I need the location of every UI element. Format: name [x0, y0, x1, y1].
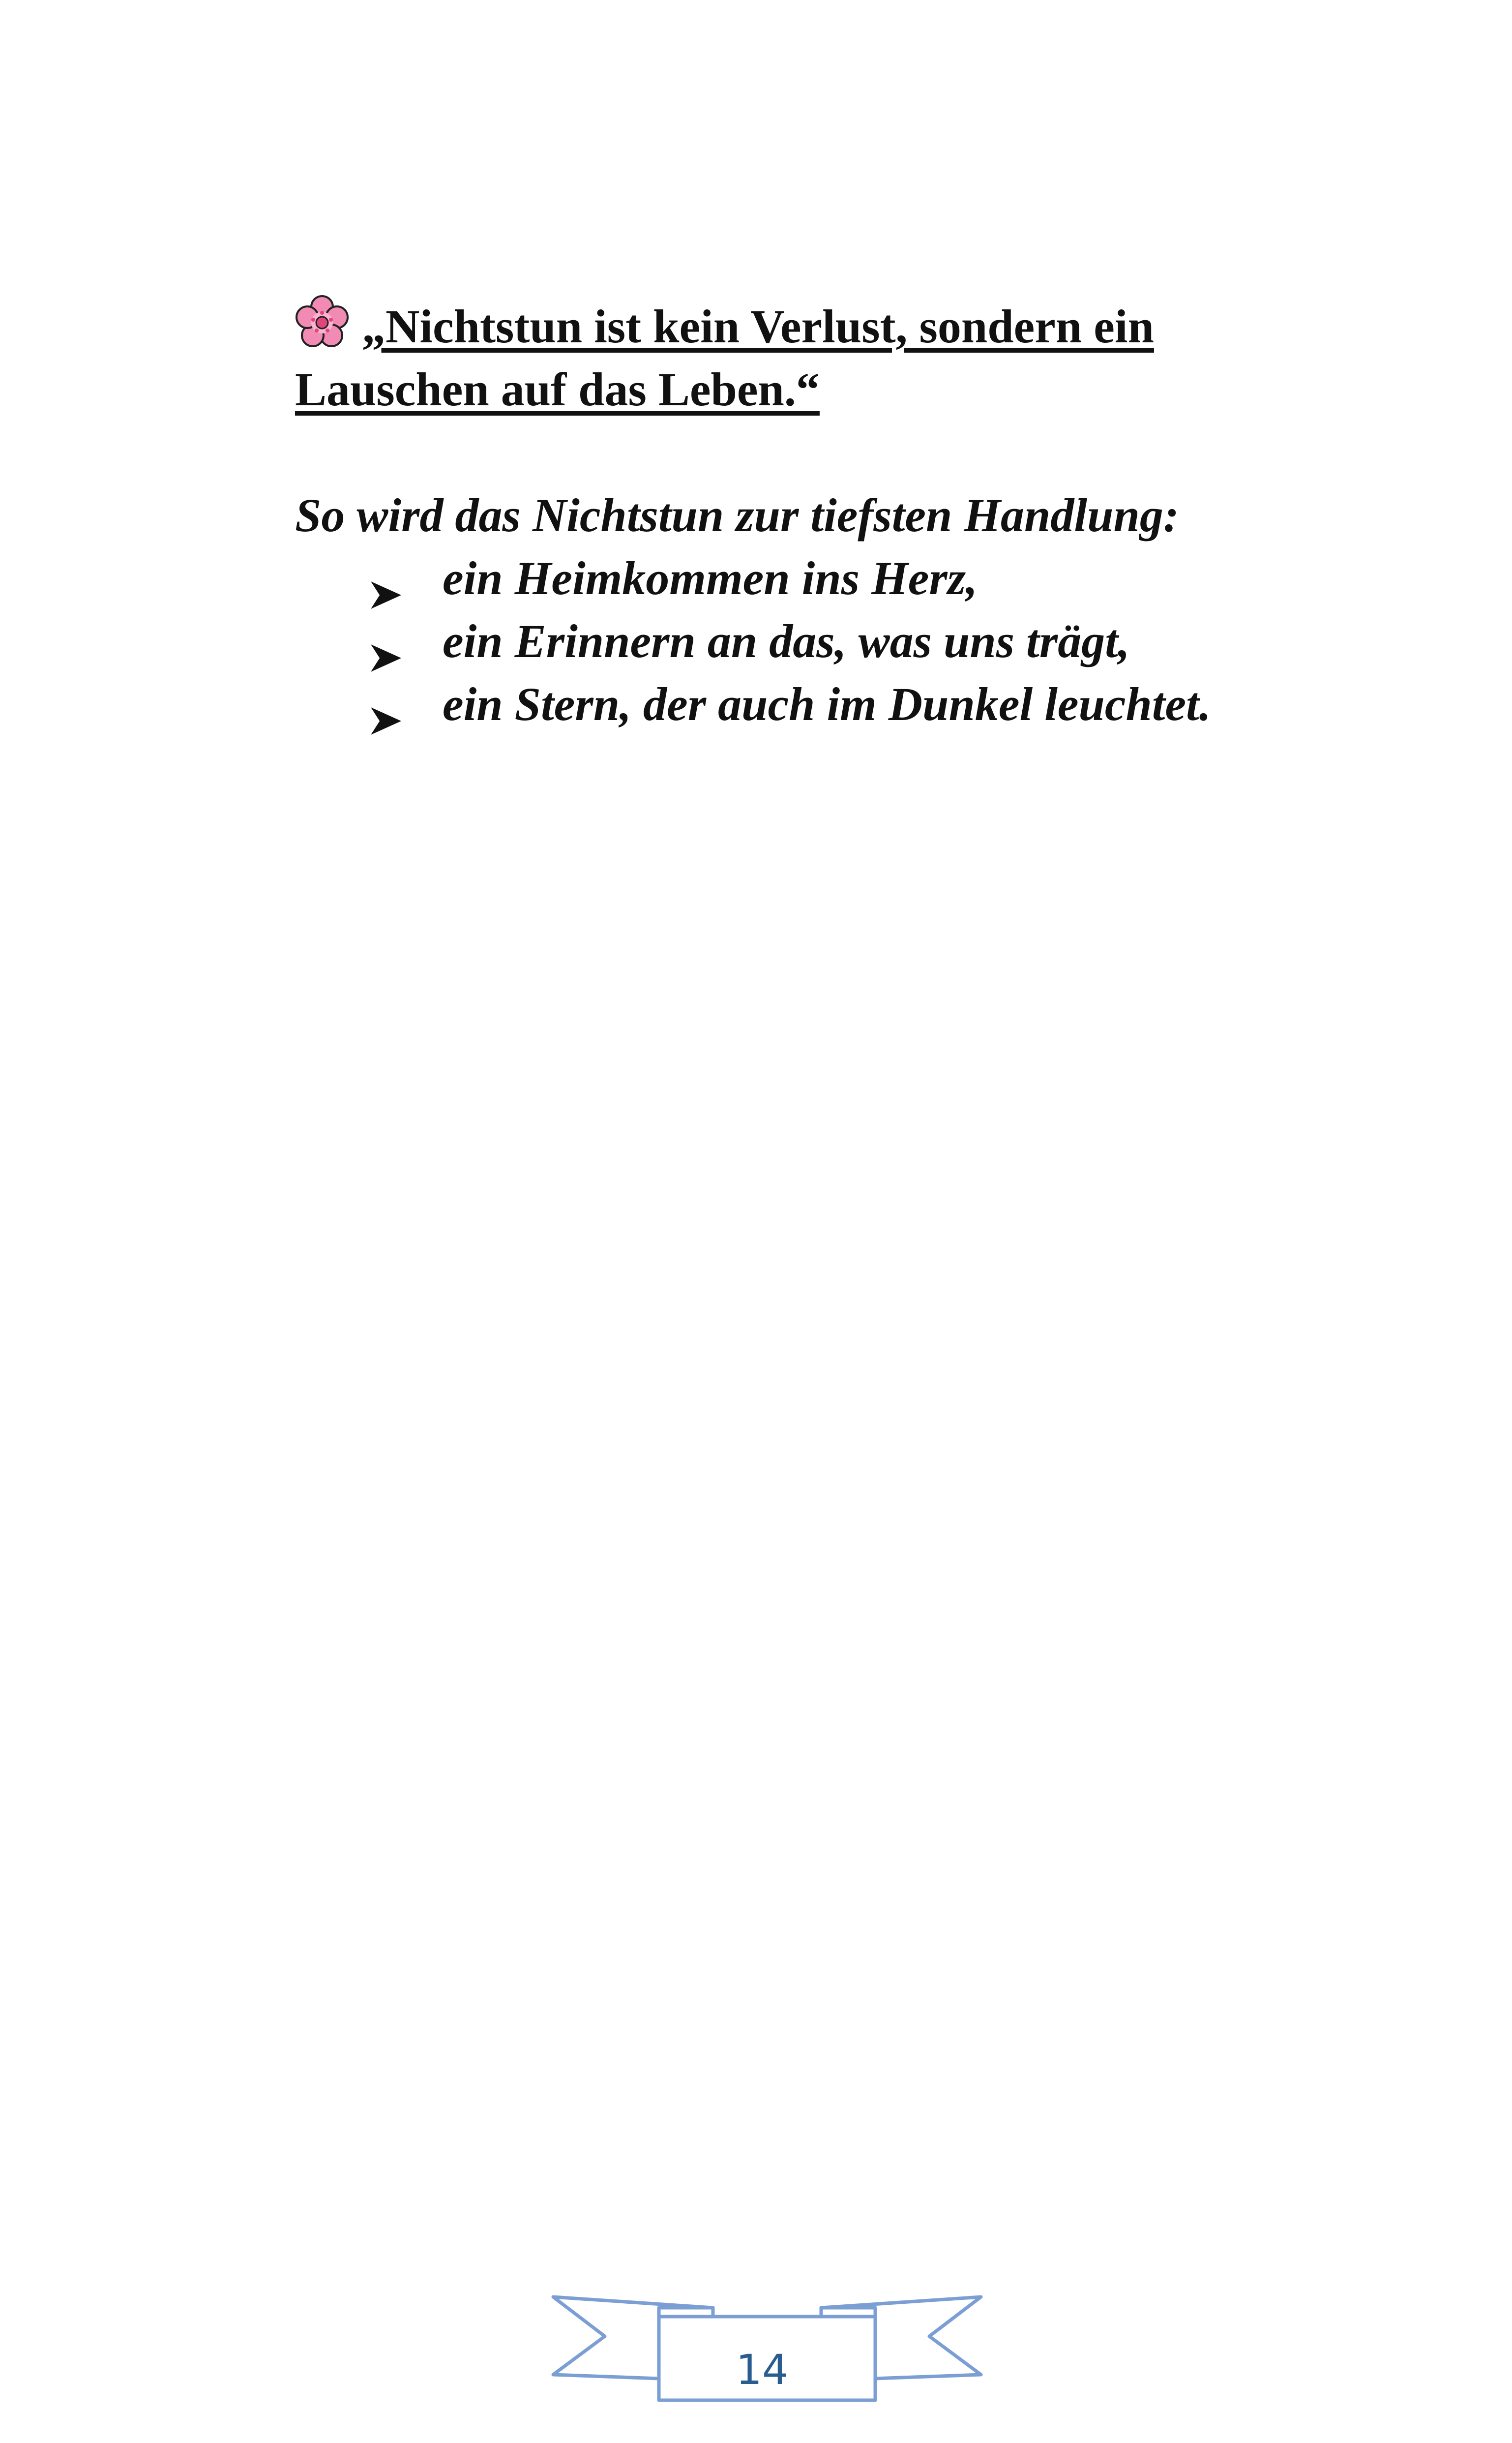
list-item: [295, 547, 1254, 610]
quote-paragraph: [295, 295, 1254, 421]
list-item: [295, 673, 1254, 736]
arrow-bullet-icon: [369, 690, 403, 721]
bullet-text: ein Heimkommen ins Herz,: [443, 552, 978, 604]
bullet-list: [295, 547, 1254, 736]
cherry-blossom-icon: [295, 295, 349, 349]
intro-line: So wird das Nichtstun zur tiefsten Handlung:: [295, 489, 1179, 542]
bullet-text: ein Erinnern an das, was uns trägt,: [443, 615, 1130, 667]
page-number-ribbon: [546, 2282, 988, 2410]
arrow-bullet-icon: [369, 564, 403, 595]
bullet-text: ein Stern, der auch im Dunkel leuchtet.: [443, 678, 1211, 730]
arrow-bullet-icon: [369, 627, 403, 658]
page-number: 14: [736, 2346, 789, 2394]
list-item: [295, 610, 1254, 673]
page-content: [295, 295, 1254, 736]
quote-text: „Nichtstun ist kein Verlust, sondern ein Lauschen auf das Leben.“: [295, 300, 1154, 416]
